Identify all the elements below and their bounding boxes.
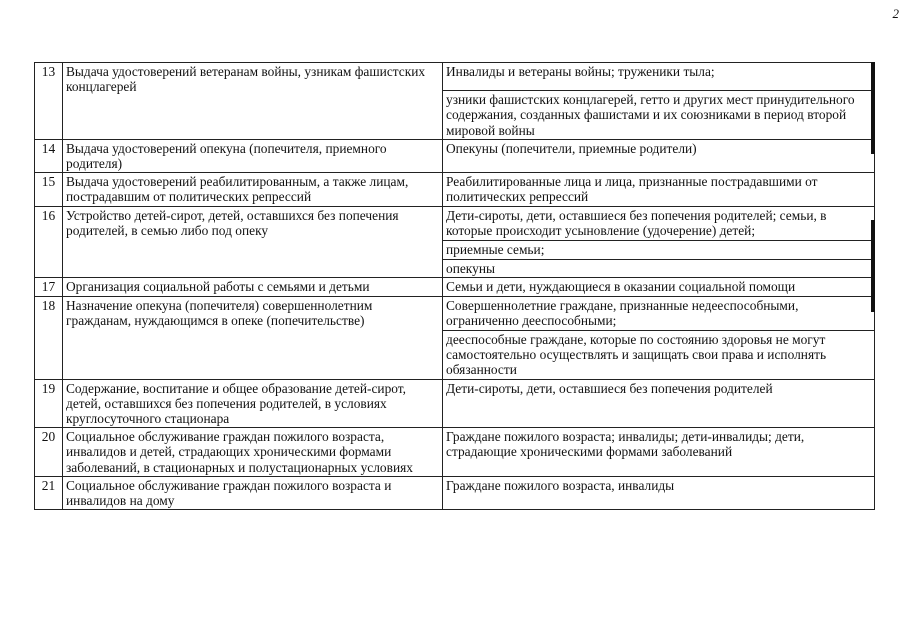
category-item: Граждане пожилого возраста, инвалиды (446, 477, 675, 493)
row-number: 18 (35, 296, 63, 379)
category-cell (443, 379, 875, 428)
service-name: Устройство детей-сирот, детей, оставшихся без попечения родителей, в семью либо под опеку (63, 206, 443, 278)
row-number: 20 (35, 428, 63, 477)
service-name: Выдача удостоверений опекуна (попечителя, приемного родителя) (63, 139, 443, 172)
row-number: 15 (35, 173, 63, 206)
category-item: Опекуны (попечители, приемные родители) (446, 140, 697, 156)
table-row (35, 296, 875, 379)
row-number: 13 (35, 63, 63, 140)
scan-edge-mark (871, 62, 875, 154)
scan-edge-mark (871, 220, 875, 312)
row-number: 16 (35, 206, 63, 278)
row-number: 21 (35, 476, 63, 509)
table-row (35, 139, 875, 172)
table-row (35, 173, 875, 206)
category-cell (443, 296, 875, 379)
category-cell (443, 173, 875, 206)
row-number: 17 (35, 278, 63, 296)
category-item: опекуны (443, 259, 874, 276)
table-row (35, 278, 875, 296)
service-name: Выдача удостоверений ветеранам войны, узникам фашистских концлагерей (63, 63, 443, 140)
category-cell (443, 63, 875, 140)
category-item: Дети-сироты, дети, оставшиеся без попечения родителей (446, 380, 773, 396)
category-item: Инвалиды и ветераны войны; труженики тыла; (446, 64, 715, 79)
table-row (35, 379, 875, 428)
service-name: Социальное обслуживание граждан пожилого возраста, инвалидов и детей, страдающих хроническими формами заболеваний, в стационарных и полустационарных условиях (63, 428, 443, 477)
service-name: Организация социальной работы с семьями и детьми (63, 278, 443, 296)
table-row (35, 428, 875, 477)
category-cell (443, 278, 875, 296)
category-item: дееспособные граждане, которые по состоянию здоровья не могут самостоятельно осуществлять и защищать свои права и исполнять обязанности (443, 330, 874, 378)
category-cell (443, 206, 875, 278)
service-name: Выдача удостоверений реабилитированным, а также лицам, пострадавшим от политических репрессий (63, 173, 443, 206)
table-row (35, 206, 875, 278)
category-item: приемные семьи; (443, 240, 874, 257)
category-item: Реабилитированные лица и лица, признанные пострадавшими от политических репрессий (446, 174, 818, 205)
category-item: Граждане пожилого возраста; инвалиды; дети-инвалиды; дети, страдающие хроническими формами заболеваний (446, 429, 805, 460)
category-cell (443, 139, 875, 172)
page-number: 2 (892, 6, 899, 21)
service-name: Назначение опекуна (попечителя) совершеннолетним гражданам, нуждающимся в опеке (попечительстве) (63, 296, 443, 379)
table-row (35, 63, 875, 140)
category-item: Совершеннолетние граждане, признанные недееспособными, ограниченно дееспособными; (446, 297, 799, 328)
services-table (34, 62, 875, 510)
category-cell (443, 428, 875, 477)
service-name: Социальное обслуживание граждан пожилого возраста и инвалидов на дому (63, 476, 443, 509)
table-row (35, 476, 875, 509)
row-number: 19 (35, 379, 63, 428)
category-item: узники фашистских концлагерей, гетто и других мест принудительного содержания, созданных фашистами и их союзниками в период второй мировой войны (443, 90, 874, 138)
category-item: Дети-сироты, дети, оставшиеся без попечения родителей; семьи, в которые происходит усыновление (удочерение) детей; (446, 207, 827, 238)
row-number: 14 (35, 139, 63, 172)
category-item: Семьи и дети, нуждающиеся в оказании социальной помощи (446, 279, 796, 295)
category-cell (443, 476, 875, 509)
service-name: Содержание, воспитание и общее образование детей-сирот, детей, оставшихся без попечения родителей, в условиях круглосуточного стационара (63, 379, 443, 428)
